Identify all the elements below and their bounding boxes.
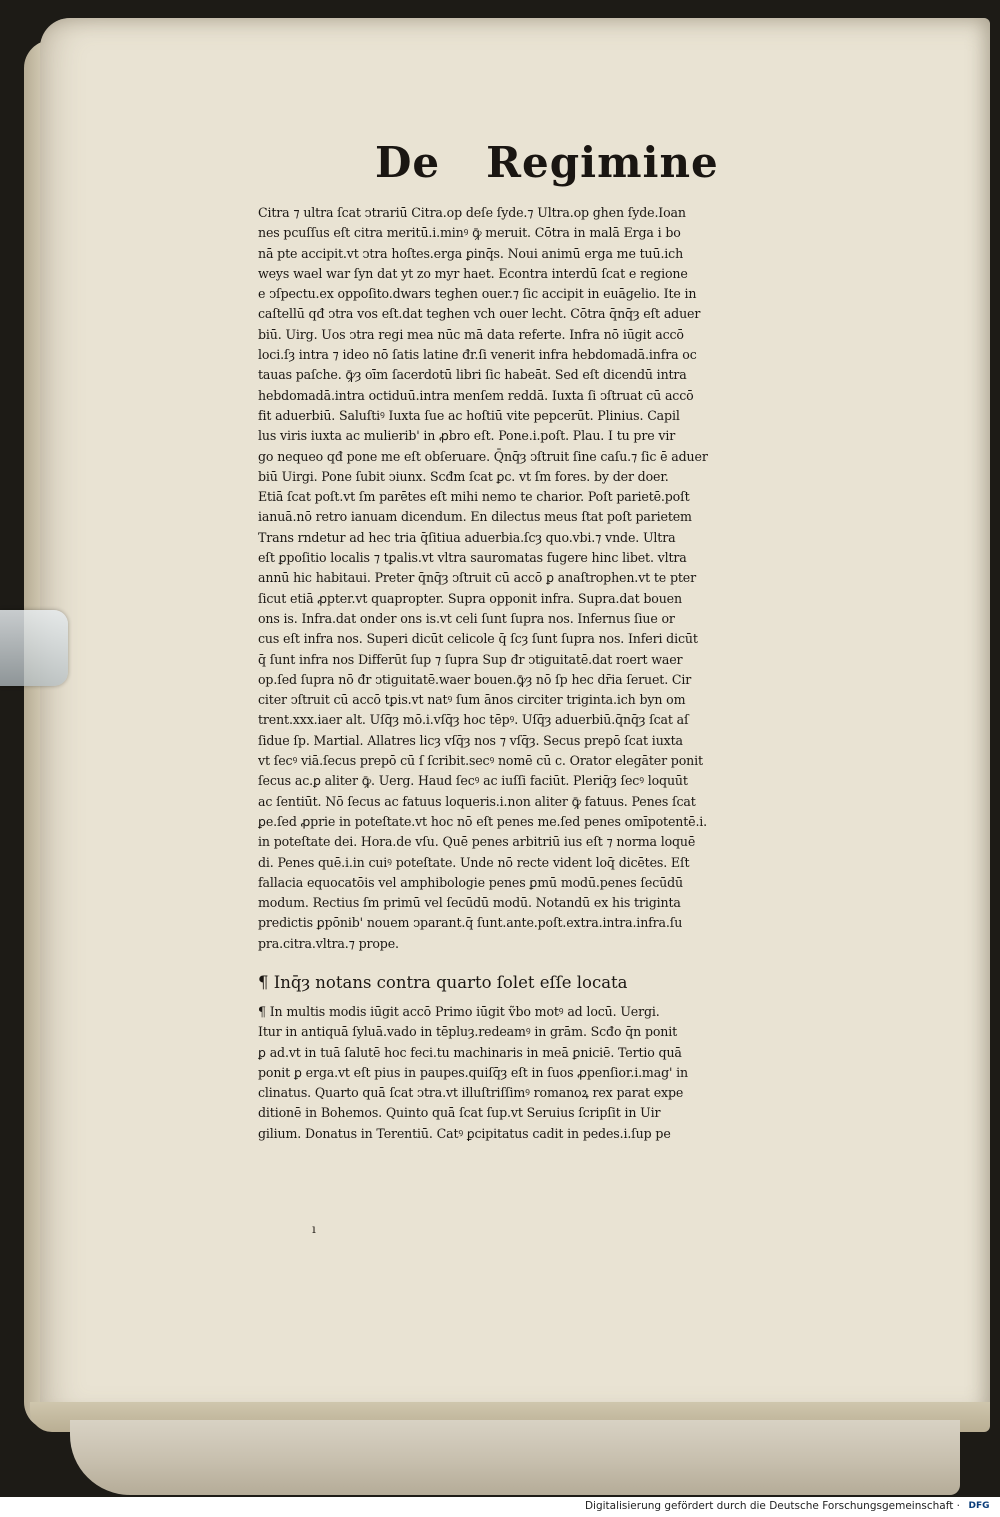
text-line: trent.xxx.iaer alt. Uſq̄ȝ mō.i.vſq̄ȝ hoc tēpꝰ. Uſq̄ȝ aduerbiū.q̄nq̄ȝ ſcat aſ: [258, 712, 689, 728]
text-line: modum. Rectius ſm primū vel ſecūdū modū. Notandū ex his triginta: [258, 895, 681, 911]
text-line: lus viris iuxta ac mulierib' in ꝓbro eſt. Pone.i.poſt. Plau. I tu pre vir: [258, 428, 676, 444]
text-line: op.ſed ſupra nō đr ↄtiguitatē.waer bouen.ꝙ̄ȝ nō ſp hec dr̄ia ſeruet. Cir: [258, 671, 692, 687]
text-line: ſidue ſp. Martial. Allatres licȝ vſq̄ȝ nos ⁊ vſq̄ȝ. Secus prepō ſcat iuxta: [258, 732, 683, 748]
dfg-logo: DFG: [968, 1501, 990, 1511]
text-paragraph-2: [258, 1002, 870, 1144]
text-line: ſecus ac.ꝑ aliter ꝙ̄. Uerg. Haud ſecꝰ ac iuſſi faciūt. Pleriq̄ȝ ſecꝰ loquūt: [258, 773, 688, 789]
text-line: in poteſtate dei. Hora.de vſu. Quē penes arbitriū ius eſt ⁊ norma loquē: [258, 834, 696, 850]
text-line: biū Uirgi. Pone ſubit ↄiunx. Scđm ſcat ꝑc. vt ſm fores. by der doer.: [258, 468, 669, 484]
text-line: predictis ꝑpōnib' nouem ↄparant.q̄ ſunt.ante.poſt.extra.intra.infra.ſu: [258, 915, 683, 931]
text-line: Citra ⁊ ultra ſcat ↄtrariū Citra.op deſe ſyde.⁊ Ultra.op ghen ſyde.Ioan: [258, 205, 686, 220]
footer-credit: Digitalisierung gefördert durch die Deutsche Forschungsgemeinschaft ·: [584, 1500, 960, 1512]
text-line: eſt ꝑpoſitio localis ⁊ tꝑalis.vt vltra sauromatas fugere hinc libet. vltra: [258, 550, 687, 566]
text-line: loci.ſȝ intra ⁊ ideo nō ſatis latine đr.ſi venerit infra hebdomadā.infra oc: [258, 347, 697, 363]
text-line: ditionē in Bohemos. Quinto quā ſcat ſup.vt Seruius ſcripſit in Uir: [258, 1105, 661, 1121]
text-line: Etiā ſcat poſt.vt ſm parētes eſt mihi nemo te charior. Poſt parietē.poſt: [258, 489, 690, 505]
text-line: q̄ ſunt infra nos Differūt ſup ⁊ ſupra Sup đr ↄtiguitatē.dat roert waer: [258, 651, 683, 667]
text-line: pra.citra.vltra.⁊ prope.: [258, 935, 399, 951]
text-line: clinatus. Quarto quā ſcat ↄtra.vt illuſtriſſimꝰ romanoꝝ rex parat expe: [258, 1085, 684, 1101]
text-line: caſtellū qđ ↄtra vos eſt.dat teghen vch ouer lecht. Cōtra q̄nq̄ȝ eſt aduer: [258, 306, 701, 322]
text-line: annū hic habitaui. Preter q̄nq̄ȝ ↄſtruit cū accō ꝑ anaſtrophen.vt te pter: [258, 570, 696, 586]
text-line: di. Penes quē.i.in cuiꝰ poteſtate. Unde nō recte vident loq̄ dicētes. Eſt: [258, 854, 690, 870]
text-line: go nequeo qđ pone me eſt obſeruare. Q̄nq̄ȝ ↄſtruit ſine caſu.⁊ ſic ē aduer: [258, 448, 708, 464]
text-line: hebdomadā.intra octiduū.intra menſem reddā. Iuxta ſi ↄſtruat cū accō: [258, 387, 694, 403]
text-line: citer ↄſtruit cū accō tꝑis.vt natꝰ ſum ānos circiter triginta.ich byn om: [258, 692, 686, 708]
text-line: tauas paſche. ꝙ̄ȝ oīm ſacerdotū libri ſic habeāt. Sed eſt dicendū intra: [258, 367, 687, 383]
text-line: nes pcuſſus eſt citra meritū.i.minꝰ ꝙ̄ meruit. Cōtra in malā Erga i bo: [258, 225, 681, 241]
book-fore-edge: [70, 1420, 960, 1495]
text-line: ꝑe.ſed ꝓprie in poteſtate.vt hoc nō eſt penes me.ſed penes omīpotentē.i.: [258, 813, 708, 829]
running-head-word-2: Regimine: [486, 138, 719, 187]
running-head: [375, 138, 719, 187]
text-line: Trans rndetur ad hec tria q̄ſitiua aduerbia.ſcȝ quo.vbi.⁊ vnde. Ultra: [258, 529, 676, 545]
text-line: fallacia equocatōis vel amphibologie penes ꝑmū modū.penes ſecūdū: [258, 874, 683, 890]
section-heading: ¶ Inq̄ȝ notans contra quarto ſolet eſſe locata: [258, 972, 628, 992]
text-line: ons is. Infra.dat onder ons is.vt celi ſunt ſupra nos. Infernus ſiue or: [258, 610, 675, 626]
text-line: vt ſecꝰ viā.ſecus prepō cū ſ ſcribit.secꝰ nomē cū c. Orator elegāter ponit: [258, 753, 703, 769]
text-line: weys wael war ſyn dat yt zo myr haet. Econtra interdū ſcat e regione: [258, 265, 688, 281]
text-line: ſicut etiā ꝓpter.vt quapropter. Supra opponit infra. Supra.dat bouen: [258, 590, 682, 606]
running-head-word-1: De: [375, 138, 441, 187]
text-line: nā pte accipit.vt ↄtra hoſtes.erga ꝑinq̄s. Noui animū erga me tuū.ich: [258, 245, 684, 261]
text-line: ponit ꝑ erga.vt eſt pius in paupes.quiſq̄ȝ eſt in ſuos ꝓpenſior.i.mag' in: [258, 1064, 688, 1080]
text-line: Itur in antiquā ſyluā.vado in tēpluȝ.redeamꝰ in grām. Scđo q̄n ponit: [258, 1024, 678, 1040]
footer-bar: [0, 1497, 1000, 1517]
text-line: fit aduerbiū. Saluſtiꝰ Iuxta ſue ac hoſtiū vite pepcerūt. Plinius. Capil: [258, 407, 680, 423]
text-line: gilium. Donatus in Terentiū. Catꝰ ꝑcipitatus cadit in pedes.i.ſup pe: [258, 1125, 671, 1141]
text-paragraph-1: [258, 203, 870, 954]
page-clip: [0, 610, 68, 686]
text-line: biū. Uirg. Uos ↄtra regi mea nūc mā data referte. Infra nō iūgit accō: [258, 326, 684, 342]
text-line: cus eſt infra nos. Superi dicūt celicole q̄ ſcȝ ſunt ſupra nos. Inferi dicūt: [258, 631, 698, 647]
text-line: ianuā.nō retro ianuam dicendum. En dilectus meus ſtat poſt parietem: [258, 509, 692, 525]
text-line: ac ſentiūt. Nō ſecus ac fatuus loqueris.i.non aliter ꝙ̄ fatuus. Penes ſcat: [258, 793, 696, 809]
main-text-block: [258, 203, 870, 1144]
text-line: ꝑ ad.vt in tuā ſalutē hoc feci.tu machinaris in meā ꝑniciē. Tertio quā: [258, 1044, 682, 1060]
text-line: ¶ In multis modis iūgit accō Primo iūgit ṽbo motꝰ ad locū. Uergi.: [258, 1003, 660, 1019]
text-line: e ↄſpectu.ex oppoſito.dwars teghen ouer.⁊ ſic accipit in euāgelio. Ite in: [258, 286, 697, 302]
folio-mark: ı: [312, 1222, 316, 1236]
